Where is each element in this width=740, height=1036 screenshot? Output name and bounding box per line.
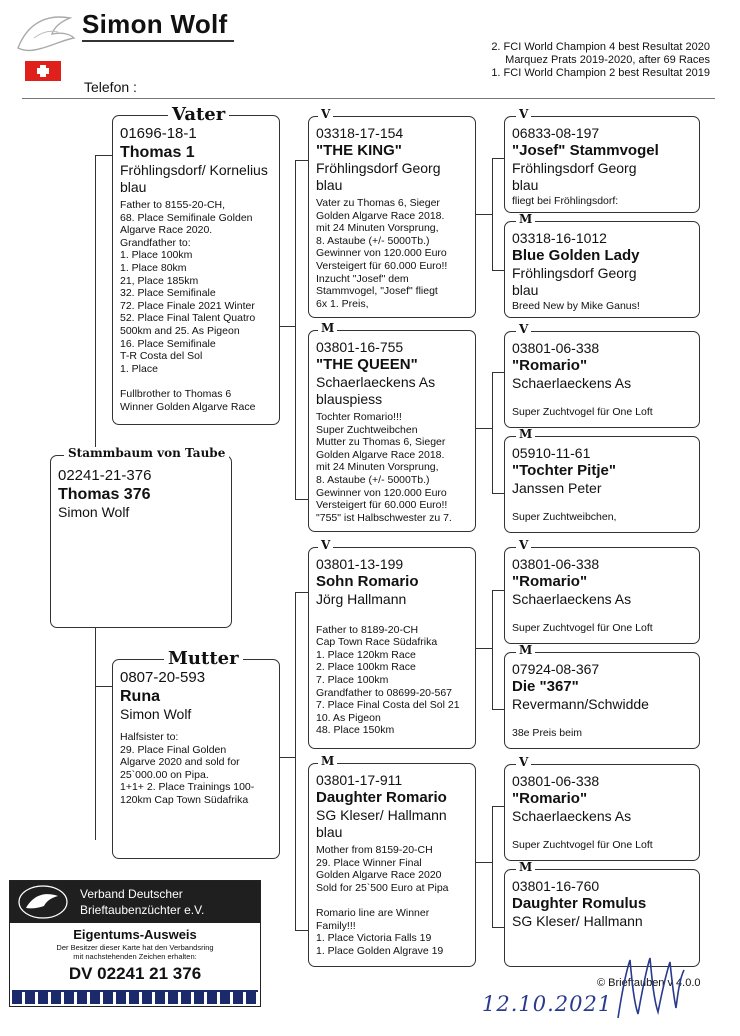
breeder: Simon Wolf (120, 706, 192, 722)
great-grandparent-card (504, 116, 700, 213)
great-grandparent-card (504, 221, 700, 318)
ring-number: 03801-17-911 (316, 772, 403, 788)
achievement-line: 1. FCI World Champion 2 best Resultat 2019 (491, 67, 710, 79)
notes: Mother from 8159-20-CH 29. Place Winner Final Golden Algarve Race 2020 Sold for 25`500 Euro at Pipa Romario line are Winner Family!!! 1. Place Victoria Falls 19 1. Place Golden Algrave 19 (316, 844, 449, 957)
ring-number: 03318-17-154 (316, 125, 404, 141)
handwritten-date: 12.10.2021 (482, 992, 613, 1016)
notes: Super Zuchtvogel für One Loft (512, 406, 653, 418)
achievement-line: 2. FCI World Champion 4 best Resultat 2020 (491, 41, 710, 53)
male-symbol: V (516, 108, 531, 120)
notes: Halfsister to: 29. Place Final Golden Algarve 2020 and sold for 25`000.00 on Pipa. 1+1+ 2. Place Trainings 100- 120km Cap Town Südafrika (120, 731, 255, 806)
grandfather-maternal-card (308, 547, 476, 749)
connector (492, 806, 493, 928)
breeder: Jörg Hallmann (316, 591, 407, 607)
connector (476, 214, 492, 215)
pigeon-name: "Romario" (512, 790, 588, 807)
connector (492, 270, 504, 271)
breeder: SG Kleser/ Hallmann (512, 913, 643, 929)
pigeon-name: "Josef" Stammvogel (512, 142, 659, 159)
female-symbol: M (516, 213, 535, 225)
pigeon-name: Blue Golden Lady (512, 247, 640, 264)
male-symbol: V (318, 539, 333, 551)
pigeon-name: Daughter Romario (316, 789, 447, 806)
swiss-flag-icon (25, 61, 61, 81)
grandmother-maternal-card (308, 763, 476, 967)
connector (476, 862, 492, 863)
great-grandparent-card (504, 331, 700, 428)
breeder: SG Kleser/ Hallmann (316, 807, 447, 823)
breeder: Fröhlingsdorf Georg (316, 160, 441, 176)
ring-number: 03801-06-338 (512, 773, 600, 789)
subject-pigeon-card (50, 455, 232, 628)
mother-label: Mutter (164, 650, 243, 668)
female-symbol: M (516, 428, 535, 440)
dove-emblem-icon (16, 884, 70, 920)
ring-number: 0807-20-593 (120, 669, 206, 686)
ownership-card-text: Der Besitzer dieser Karte hat den Verbandsring mit nachstehenden Zeichen erhalten: (56, 943, 214, 961)
pigeon-name: Die "367" (512, 678, 579, 695)
breeder: Revermann/Schwidde (512, 696, 649, 712)
male-symbol: V (516, 756, 531, 768)
ring-number: 03801-06-338 (512, 340, 600, 356)
father-card (112, 115, 280, 425)
pigeon-name: "Tochter Pitje" (512, 462, 616, 479)
connector (95, 155, 112, 156)
female-symbol: M (318, 755, 337, 767)
software-version: © Brieftauben v 4.0.0 (597, 977, 701, 989)
grandmother-paternal-card (308, 330, 476, 532)
mother-card (112, 659, 280, 859)
color: blauspiess (316, 391, 383, 407)
color: blau (316, 824, 343, 840)
connector (476, 428, 492, 429)
ownership-card-title: Eigentums-Ausweis (73, 927, 197, 942)
notes: Tochter Romario!!! Super Zuchtweibchen Mutter zu Thomas 6, Sieger Golden Algarve Race 2018. mit 24 Minuten Vorsprung, 8. Astaube (+/- 5000Tb.) Gewinner von 120.000 Euro Versteigert für 60.000 Euro!! "755" ist Halbschwester zu 7. (316, 411, 452, 524)
connector (95, 628, 96, 840)
color: blau (120, 179, 147, 195)
connector (95, 686, 112, 687)
breeder: Simon Wolf (58, 504, 130, 520)
connector (492, 372, 493, 494)
connector (492, 590, 493, 710)
ring-number: 05910-11-61 (512, 445, 591, 461)
connector (295, 160, 308, 161)
connector (295, 592, 308, 593)
decorative-pattern (12, 990, 258, 1004)
breeder: Schaerlaeckens As (316, 374, 436, 390)
male-symbol: V (516, 539, 531, 551)
breeder: Fröhlingsdorf Georg (512, 265, 637, 281)
color: blau (512, 177, 539, 193)
notes: Father to 8155-20-CH, 68. Place Semifinale Golden Algarve Race 2020. Grandfather to: 1. Place 100km 1. Place 80km 21, Place 185km 32. Place Semifinale 72. Place Finale 2021 Winter 52. Place Final Talent Quatro 500km and 25. As Pigeon 16. Place Semifinale T-R Costa del Sol 1. Place Fullbrother to Thomas 6 Winner Golden Algarve Race (120, 199, 256, 413)
notes: Super Zuchtvogel für One Loft (512, 622, 653, 634)
breeder: Schaerlaeckens As (512, 808, 632, 824)
achievement-line: Marquez Prats 2019-2020, after 69 Races (505, 54, 710, 66)
pigeon-name: "Romario" (512, 573, 588, 590)
connector (492, 927, 504, 928)
father-label: Vater (168, 106, 229, 124)
header-divider (22, 98, 715, 99)
ownership-card (9, 880, 261, 1007)
notes: Vater zu Thomas 6, Sieger Golden Algarve Race 2018. mit 24 Minuten Vorsprung, 8. Astaube (+/- 5000Tb.) Gewinner von 120.000 Euro Versteigert für 60.000 Euro!! Inzucht "Josef" dem Stammvogel, "Josef" fliegt 6x 1. Preis, (316, 197, 448, 310)
great-grandparent-card (504, 436, 700, 533)
signature-icon (612, 952, 690, 1024)
connector (492, 709, 504, 710)
connector (492, 806, 504, 807)
pigeon-name: "Romario" (512, 357, 588, 374)
ring-number: 03801-06-338 (512, 556, 600, 572)
ownership-card-header (10, 881, 260, 923)
female-symbol: M (318, 322, 337, 334)
pigeon-name: Thomas 1 (120, 144, 195, 161)
pigeon-name: Thomas 376 (58, 486, 151, 503)
org-name-line1: Verband Deutscher (80, 887, 183, 901)
breeder: Fröhlingsdorf/ Kornelius (120, 162, 268, 178)
connector (492, 590, 504, 591)
male-symbol: V (516, 323, 531, 335)
ring-number: 03318-16-1012 (512, 230, 607, 246)
breeder: Fröhlingsdorf Georg (512, 160, 637, 176)
connector (279, 326, 295, 327)
pigeon-name: Sohn Romario (316, 573, 419, 590)
achievements (491, 41, 710, 80)
pigeon-name: Runa (120, 688, 160, 705)
connector (295, 592, 296, 930)
pigeon-name: "THE QUEEN" (316, 356, 418, 373)
connector (492, 158, 493, 271)
connector (279, 757, 295, 758)
male-symbol: V (318, 108, 333, 120)
connector (492, 372, 504, 373)
ring-number: 01696-18-1 (120, 125, 197, 142)
grandfather-paternal-card (308, 116, 476, 318)
ring-number: 07924-08-367 (512, 661, 600, 677)
ring-number: 02241-21-376 (58, 467, 152, 484)
ring-number: 03801-16-755 (316, 339, 404, 355)
ring-number: 03801-16-760 (512, 878, 600, 894)
notes: 38e Preis beim (512, 727, 583, 739)
notes: Breed New by Mike Ganus! (512, 300, 640, 312)
notes: fliegt bei Fröhlingsdorf: (512, 195, 619, 207)
notes: Super Zuchtweibchen, (512, 511, 617, 523)
connector (492, 493, 504, 494)
female-symbol: M (516, 861, 535, 873)
owner-underline (82, 40, 234, 42)
great-grandparent-card (504, 764, 700, 861)
pigeon-name: "THE KING" (316, 142, 402, 159)
connector (295, 930, 308, 931)
ring-number: 03801-13-199 (316, 556, 404, 572)
great-grandparent-card (504, 652, 700, 749)
color: blau (512, 282, 539, 298)
dove-logo-icon (14, 8, 78, 56)
breeder: Schaerlaeckens As (512, 591, 632, 607)
notes: Super Zuchtvogel für One Loft (512, 839, 653, 851)
female-symbol: M (516, 644, 535, 656)
notes: Father to 8189-20-CH Cap Town Race Südafrika 1. Place 120km Race 2. Place 100km Race 7. Place 100km Grandfather to 08699-20-567 7. Place Final Costa del Sol 21 10. As Pigeon 48. Place 150km (316, 623, 460, 737)
pigeon-name: Daughter Romulus (512, 895, 647, 912)
connector (95, 155, 96, 455)
connector (295, 499, 308, 500)
connector (476, 648, 492, 649)
breeder: Janssen Peter (512, 480, 602, 496)
great-grandparent-card (504, 547, 700, 644)
org-name-line2: Brieftaubenzüchter e.V. (80, 903, 205, 917)
owner-name: Simon Wolf (82, 9, 228, 39)
phone-label: Telefon : (84, 79, 137, 95)
pedigree-label: Stammbaum von Taube (64, 447, 229, 459)
ring-number: 06833-08-197 (512, 125, 600, 141)
ownership-card-ring: DV 02241 21 376 (68, 964, 202, 983)
breeder: Schaerlaeckens As (512, 375, 632, 391)
connector (295, 160, 296, 500)
color: blau (316, 177, 343, 193)
connector (492, 158, 504, 159)
